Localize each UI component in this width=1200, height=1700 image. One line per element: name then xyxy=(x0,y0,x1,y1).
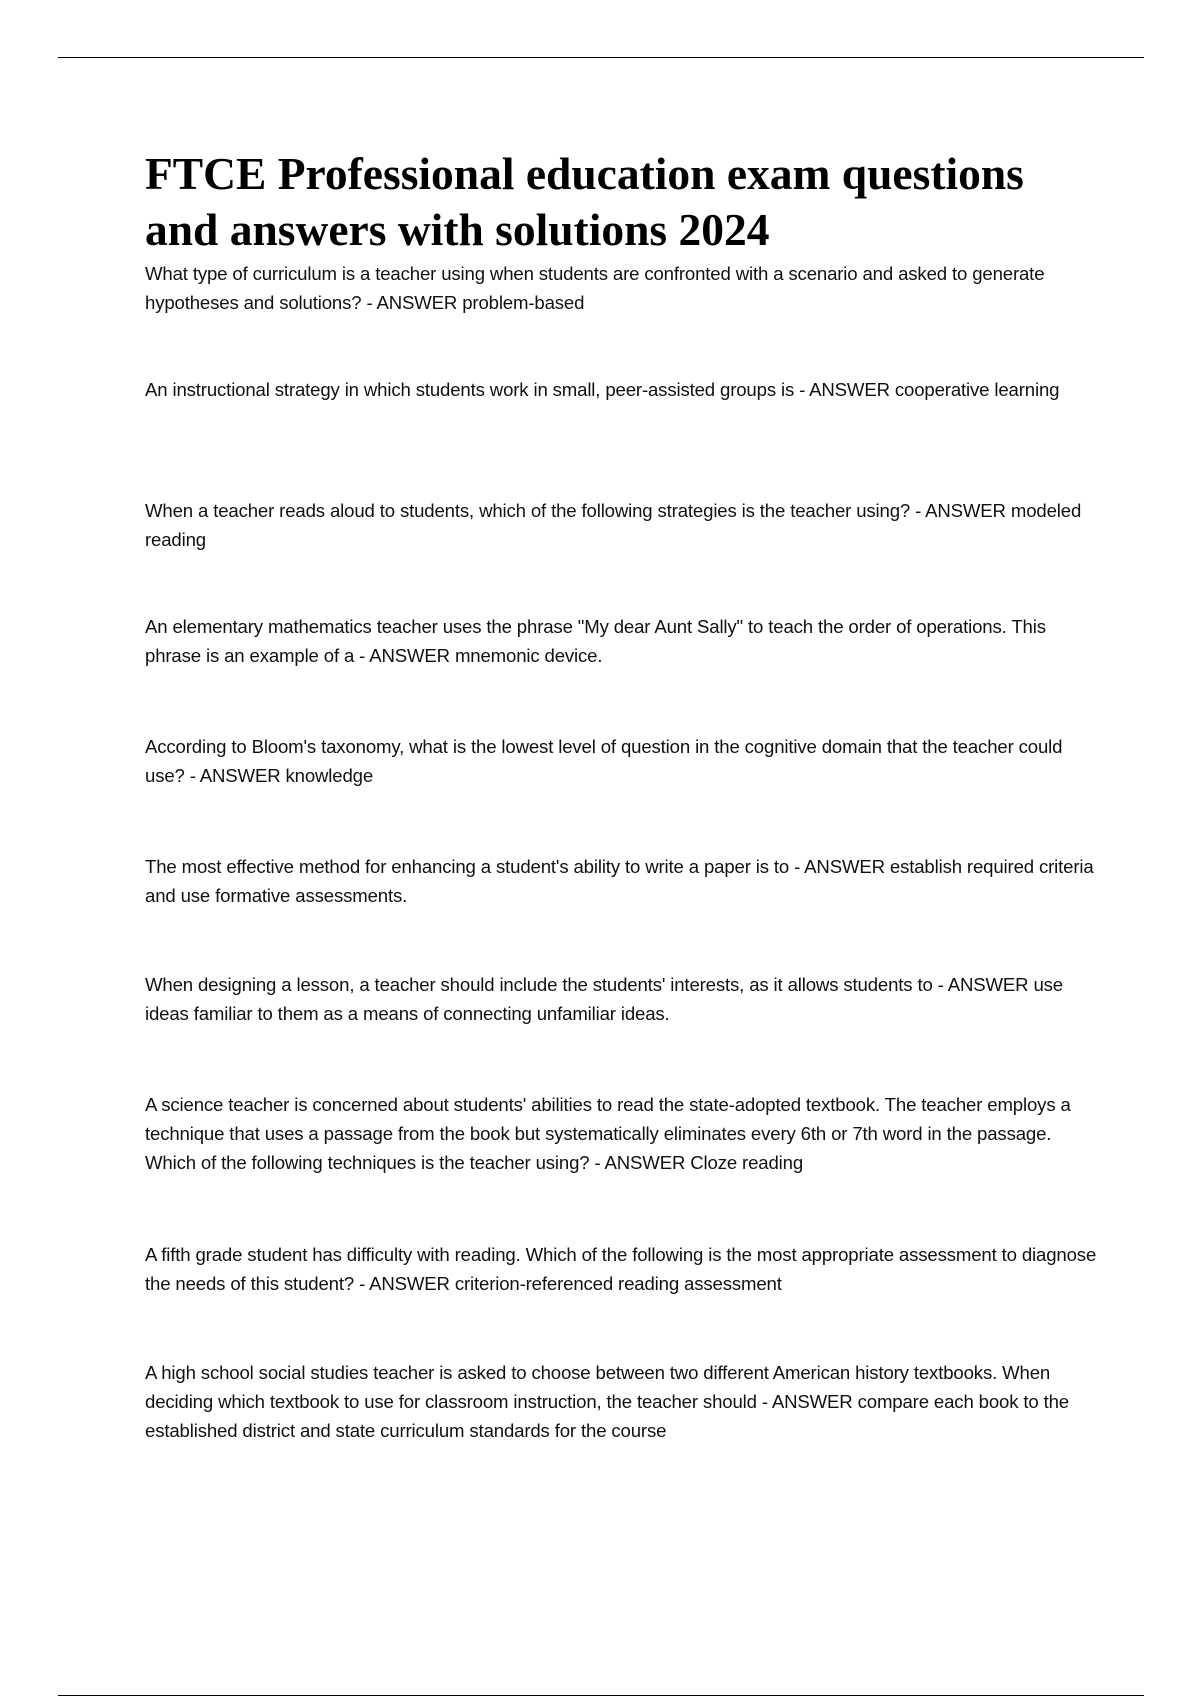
qa-item-3 xyxy=(145,496,1100,554)
qa-item-2 xyxy=(145,375,1100,404)
top-rule xyxy=(58,57,1144,58)
qa-item-text: A high school social studies teacher is asked to choose between two different American history textbooks. When deciding which textbook to use for classroom instruction, the teacher should - ANSWER compare each book to the established district and state curriculum standards for the course xyxy=(145,1362,1070,1441)
qa-item-text: A science teacher is concerned about students' abilities to read the state-adopted textbook. The teacher employs a technique that uses a passage from the book but systematically eliminates every 6th or 7th word in the passage. Which of the following techniques is the teacher using? - ANSWER Cloze reading xyxy=(145,1094,1071,1173)
qa-item-text: According to Bloom's taxonomy, what is the lowest level of question in the cognitive domain that the teacher could use? - ANSWER knowledge xyxy=(145,736,1063,786)
qa-item-text: An elementary mathematics teacher uses the phrase "My dear Aunt Sally" to teach the order of operations. This phrase is an example of a - ANSWER mnemonic device. xyxy=(145,616,1046,666)
qa-item-1 xyxy=(145,259,1100,317)
qa-item-text: When a teacher reads aloud to students, which of the following strategies is the teacher using? - ANSWER modeled reading xyxy=(145,500,1082,550)
qa-item-9 xyxy=(145,1240,1100,1298)
qa-item-5 xyxy=(145,732,1100,790)
document-title: FTCE Professional education exam questions and answers with solutions 2024 xyxy=(145,148,1024,255)
qa-item-text: The most effective method for enhancing a student's ability to write a paper is to - ANSWER establish required criteria and use formative assessments. xyxy=(145,856,1094,906)
document-body xyxy=(145,146,1100,1441)
qa-item-text: What type of curriculum is a teacher using when students are confronted with a scenario and asked to generate hypotheses and solutions? - ANSWER problem-based xyxy=(145,263,1045,313)
qa-item-text: A fifth grade student has difficulty with reading. Which of the following is the most appropriate assessment to diagnose the needs of this student? - ANSWER criterion-referenced reading assessment xyxy=(145,1244,1097,1294)
qa-item-6 xyxy=(145,852,1100,910)
qa-item-8 xyxy=(145,1090,1100,1177)
bottom-rule xyxy=(58,1695,1144,1696)
qa-item-text: When designing a lesson, a teacher should include the students' interests, as it allows students to - ANSWER use ideas familiar to them as a means of connecting unfamiliar ideas. xyxy=(145,974,1063,1024)
qa-item-7 xyxy=(145,970,1100,1028)
qa-item-4 xyxy=(145,612,1100,670)
qa-item-10 xyxy=(145,1358,1100,1445)
qa-item-text: An instructional strategy in which students work in small, peer-assisted groups is - ANSWER cooperative learning xyxy=(145,379,1060,400)
